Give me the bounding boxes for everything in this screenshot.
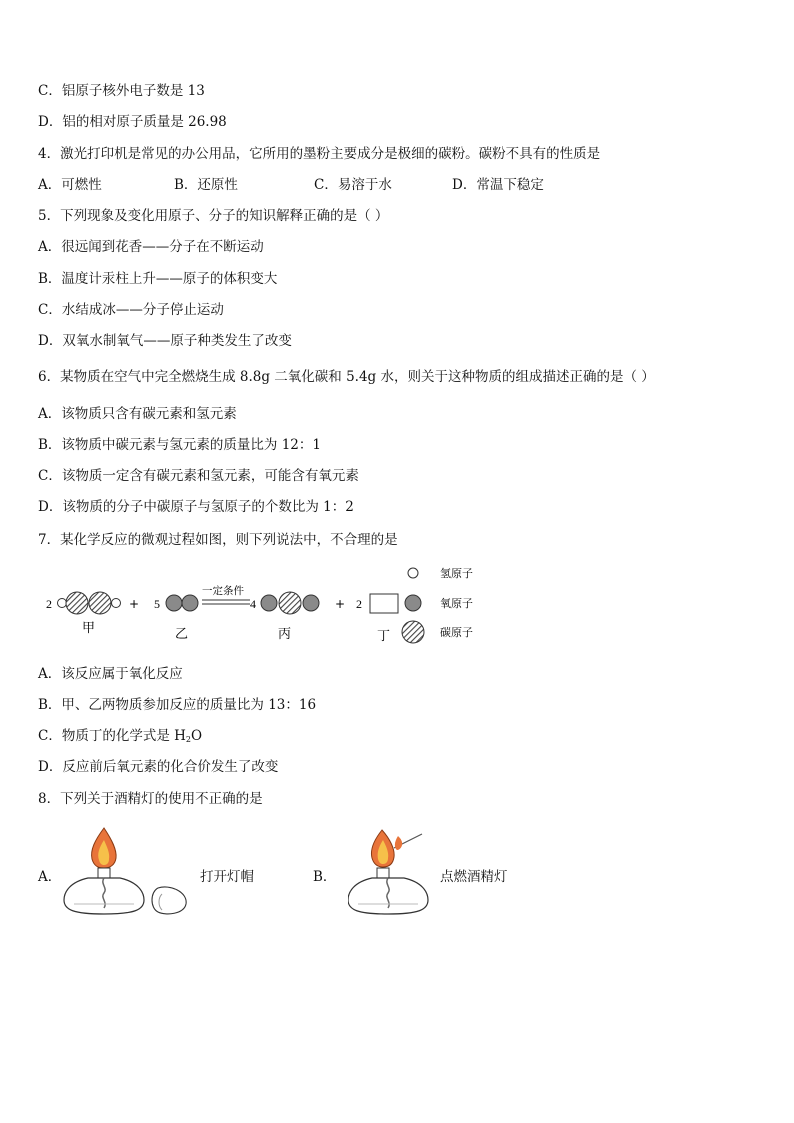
reaction-diagram bbox=[0, 560, 794, 650]
alcohol-lamp-b-icon bbox=[348, 826, 433, 921]
q3-option-d: D．铝的相对原子质量是 26.98 bbox=[38, 114, 227, 130]
legend-o-icon bbox=[405, 595, 421, 611]
q5-option-a: A．很远闻到花香——分子在不断运动 bbox=[38, 239, 264, 255]
legend-h-icon bbox=[408, 568, 418, 578]
q7-option-c-sub: 2 bbox=[185, 735, 191, 744]
q8-options bbox=[0, 826, 794, 926]
label-bing: 丙 bbox=[278, 627, 292, 642]
label-jia: 甲 bbox=[82, 621, 96, 636]
molecule-jia bbox=[58, 592, 121, 614]
q4-option-a: A．可燃性 bbox=[38, 177, 102, 193]
q6-option-b: B．该物质中碳元素与氢元素的质量比为 12：1 bbox=[38, 437, 321, 453]
legend-c-icon bbox=[402, 621, 424, 643]
q7-option-a: A．该反应属于氧化反应 bbox=[38, 666, 183, 682]
molecule-ding-box bbox=[370, 594, 398, 613]
q7-option-d: D．反应前后氧元素的化合价发生了改变 bbox=[38, 759, 279, 775]
q5-stem: 5．下列现象及变化用原子、分子的知识解释正确的是（ ） bbox=[38, 208, 389, 224]
q4-option-c: C．易溶于水 bbox=[314, 177, 392, 193]
q4-option-b: B．还原性 bbox=[174, 177, 238, 193]
q7-option-c-prefix: C．物质丁的化学式是 H bbox=[38, 728, 186, 744]
legend-c: 碳原子 bbox=[440, 626, 473, 639]
q6-option-c: C．该物质一定含有碳元素和氢元素，可能含有氧元素 bbox=[38, 468, 359, 484]
coef-jia: 2 bbox=[46, 597, 52, 611]
reaction-condition: 一定条件 bbox=[202, 585, 244, 597]
q7-option-c bbox=[38, 727, 202, 749]
q7-stem: 7．某化学反应的微观过程如图，则下列说法中，不合理的是 bbox=[38, 532, 398, 548]
legend-h: 氢原子 bbox=[440, 567, 473, 580]
equals-arrow bbox=[202, 600, 250, 604]
coef-bing: 4 bbox=[250, 597, 256, 611]
q4-option-d: D．常温下稳定 bbox=[452, 177, 544, 193]
q5-option-b: B．温度计汞柱上升——原子的体积变大 bbox=[38, 271, 278, 287]
q4-options bbox=[38, 176, 638, 194]
q3-option-c: C．铝原子核外电子数是 13 bbox=[38, 83, 205, 99]
q8-option-b-text: 点燃酒精灯 bbox=[440, 869, 508, 885]
q5-option-d: D．双氧水制氧气——原子种类发生了改变 bbox=[38, 333, 292, 349]
q5-option-c: C．水结成冰——分子停止运动 bbox=[38, 302, 224, 318]
label-yi: 乙 bbox=[175, 627, 189, 642]
q6-stem: 6．某物质在空气中完全燃烧生成 8.8g 二氧化碳和 5.4g 水，则关于这种物质的组成描述正确的是（ ） bbox=[38, 369, 655, 385]
plus-1: + bbox=[129, 597, 140, 611]
q8-option-a-letter: A． bbox=[38, 869, 62, 885]
q7-option-c-suffix: O bbox=[191, 728, 203, 744]
q8-option-b-letter: B． bbox=[313, 869, 337, 885]
q6-option-a: A．该物质只含有碳元素和氢元素 bbox=[38, 406, 237, 422]
molecule-yi bbox=[166, 595, 198, 611]
q7-option-b: B．甲、乙两物质参加反应的质量比为 13：16 bbox=[38, 697, 317, 713]
q8-stem: 8．下列关于酒精灯的使用不正确的是 bbox=[38, 791, 263, 807]
q6-option-d: D．该物质的分子中碳原子与氢原子的个数比为 1：2 bbox=[38, 499, 354, 515]
coef-ding: 2 bbox=[356, 597, 362, 611]
legend-o: 氧原子 bbox=[440, 597, 473, 610]
label-ding: 丁 bbox=[377, 629, 391, 644]
alcohol-lamp-a-icon bbox=[62, 826, 192, 921]
q4-stem: 4．激光打印机是常见的办公用品，它所用的墨粉主要成分是极细的碳粉。碳粉不具有的性质是 bbox=[38, 146, 601, 162]
molecule-bing bbox=[261, 592, 319, 614]
q8-option-a-text: 打开灯帽 bbox=[200, 869, 254, 885]
plus-2: + bbox=[335, 597, 346, 611]
coef-yi: 5 bbox=[154, 597, 160, 611]
